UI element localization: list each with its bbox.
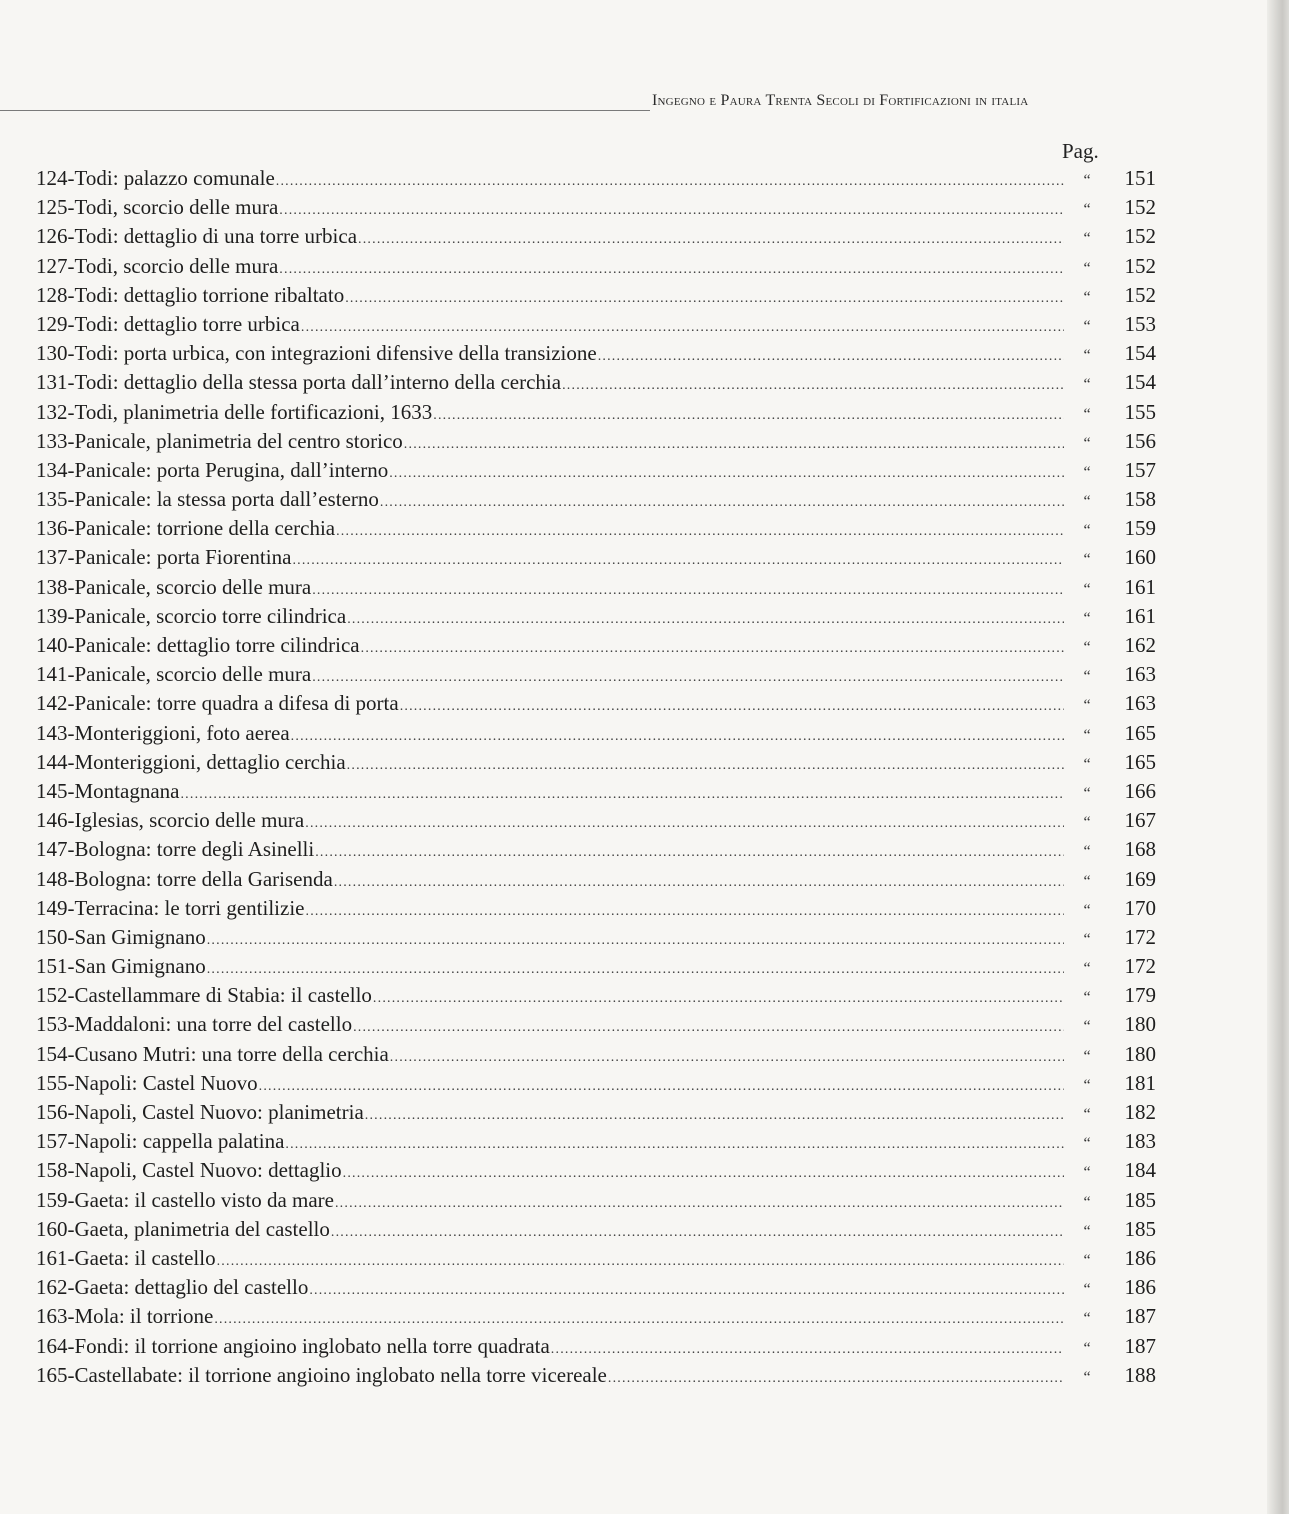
dot-leader bbox=[309, 1276, 1064, 1305]
toc-entry bbox=[36, 427, 1156, 456]
ditto-mark: “ bbox=[1083, 230, 1091, 248]
toc-entry bbox=[36, 485, 1156, 514]
toc-entry bbox=[36, 1069, 1156, 1098]
toc-entry-title: 162-Gaeta: dettaglio del castello bbox=[36, 1275, 309, 1300]
toc-entry bbox=[36, 865, 1156, 894]
toc-entry bbox=[36, 1186, 1156, 1215]
toc-entry-title: 137-Panicale: porta Fiorentina bbox=[36, 545, 292, 570]
toc-entry-title: 147-Bologna: torre degli Asinelli bbox=[36, 837, 315, 862]
toc-entry bbox=[36, 660, 1156, 689]
toc-entry bbox=[36, 310, 1156, 339]
dot-leader bbox=[361, 634, 1064, 663]
ditto-mark: “ bbox=[1083, 347, 1091, 365]
toc-entry-page: 152 bbox=[1124, 224, 1156, 249]
dot-leader bbox=[380, 488, 1064, 517]
toc-entry-page: 154 bbox=[1124, 341, 1156, 366]
toc-entry-page: 187 bbox=[1124, 1304, 1156, 1329]
dot-leader bbox=[598, 342, 1064, 371]
toc-entry bbox=[36, 514, 1156, 543]
toc-entry-page: 172 bbox=[1124, 954, 1156, 979]
toc-entry bbox=[36, 222, 1156, 251]
toc-entry-page: 166 bbox=[1124, 778, 1156, 803]
ditto-mark: “ bbox=[1083, 172, 1091, 189]
toc-entry-page: 186 bbox=[1124, 1275, 1156, 1300]
toc-entry-title: 127-Todi, scorcio delle mura bbox=[36, 253, 279, 278]
toc-entry bbox=[36, 1244, 1156, 1273]
toc-entry bbox=[36, 573, 1156, 602]
dot-leader bbox=[404, 430, 1064, 459]
ditto-mark: “ bbox=[1083, 784, 1091, 802]
toc-entry-page: 182 bbox=[1124, 1100, 1156, 1124]
toc-entry bbox=[36, 806, 1156, 835]
dot-leader bbox=[312, 663, 1064, 692]
dot-leader bbox=[343, 1159, 1064, 1188]
toc-entry bbox=[36, 339, 1156, 368]
dot-leader bbox=[214, 1305, 1064, 1334]
ditto-mark: “ bbox=[1083, 1310, 1091, 1328]
toc-entry-page: 163 bbox=[1124, 691, 1156, 716]
toc-entry bbox=[36, 398, 1156, 427]
toc-entry-title: 133-Panicale, planimetria del centro storico bbox=[36, 428, 403, 453]
toc-entry-page: 180 bbox=[1124, 1012, 1156, 1037]
toc-entry bbox=[36, 835, 1156, 864]
toc-entry-page: 187 bbox=[1124, 1333, 1156, 1358]
ditto-mark: “ bbox=[1083, 288, 1091, 306]
toc-entry bbox=[36, 1332, 1156, 1361]
toc-entry bbox=[36, 894, 1156, 923]
toc-entry bbox=[36, 1302, 1156, 1331]
toc-entry bbox=[36, 1098, 1156, 1127]
dot-leader bbox=[306, 897, 1065, 926]
dot-leader bbox=[389, 459, 1064, 488]
toc-entry-page: 152 bbox=[1124, 282, 1156, 307]
toc-entry bbox=[36, 748, 1156, 777]
ditto-mark: “ bbox=[1083, 814, 1091, 832]
toc-entry bbox=[36, 193, 1156, 222]
dot-leader bbox=[292, 546, 1064, 575]
ditto-mark: “ bbox=[1083, 1281, 1091, 1299]
toc-entry-title: 155-Napoli: Castel Nuovo bbox=[36, 1070, 258, 1095]
dot-leader bbox=[390, 1043, 1064, 1072]
running-head: Ingegno e Paura Trenta Secoli di Fortificazioni in italia bbox=[652, 92, 1029, 109]
toc-entry-title: 140-Panicale: dettaglio torre cilindrica bbox=[36, 633, 360, 657]
toc-entry bbox=[36, 689, 1156, 718]
dot-leader bbox=[358, 225, 1064, 254]
ditto-mark: “ bbox=[1083, 901, 1091, 919]
ditto-mark: “ bbox=[1083, 755, 1091, 773]
toc-entry-page: 162 bbox=[1124, 633, 1156, 657]
toc-entry-title: 146-Iglesias, scorcio delle mura bbox=[36, 808, 305, 833]
toc-entry bbox=[36, 923, 1156, 952]
toc-entry-title: 134-Panicale: porta Perugina, dall’interno bbox=[36, 457, 389, 482]
dot-leader bbox=[291, 722, 1064, 751]
dot-leader bbox=[315, 838, 1064, 867]
toc-entry-title: 151-San Gimignano bbox=[36, 954, 206, 979]
toc-entry-title: 142-Panicale: torre quadra a difesa di porta bbox=[36, 691, 399, 716]
ditto-mark: “ bbox=[1083, 609, 1091, 627]
toc-entry-title: 153-Maddaloni: una torre del castello bbox=[36, 1012, 353, 1037]
dot-leader bbox=[207, 955, 1064, 984]
ditto-mark: “ bbox=[1083, 405, 1091, 423]
dot-leader bbox=[551, 1335, 1064, 1364]
ditto-mark: “ bbox=[1083, 726, 1091, 744]
dot-leader bbox=[433, 401, 1064, 430]
toc-entry-page: 181 bbox=[1124, 1070, 1156, 1095]
toc-entry-page: 157 bbox=[1124, 457, 1156, 482]
toc-entry-page: 155 bbox=[1124, 399, 1156, 424]
toc-entry-page: 185 bbox=[1124, 1216, 1156, 1241]
toc-entry-page: 151 bbox=[1124, 166, 1156, 190]
dot-leader bbox=[305, 809, 1064, 838]
table-of-figures bbox=[36, 164, 1156, 1390]
toc-entry bbox=[36, 602, 1156, 631]
toc-entry-page: 168 bbox=[1124, 837, 1156, 862]
toc-entry-title: 132-Todi, planimetria delle fortificazioni, 1633 bbox=[36, 399, 433, 424]
toc-entry-title: 148-Bologna: torre della Garisenda bbox=[36, 866, 333, 891]
ditto-mark: “ bbox=[1083, 259, 1091, 277]
ditto-mark: “ bbox=[1083, 843, 1091, 861]
toc-entry bbox=[36, 543, 1156, 572]
toc-entry-page: 153 bbox=[1124, 311, 1156, 336]
toc-entry-title: 131-Todi: dettaglio della stessa porta dall’interno della cerchia bbox=[36, 370, 562, 395]
toc-entry-page: 169 bbox=[1124, 866, 1156, 891]
toc-entry-title: 130-Todi: porta urbica, con integrazioni difensive della transizione bbox=[36, 341, 597, 366]
toc-entry bbox=[36, 1156, 1156, 1185]
toc-entry-title: 152-Castellammare di Stabia: il castello bbox=[36, 983, 372, 1008]
dot-leader bbox=[608, 1364, 1064, 1393]
toc-entry-title: 138-Panicale, scorcio delle mura bbox=[36, 574, 312, 599]
toc-entry-title: 161-Gaeta: il castello bbox=[36, 1245, 216, 1270]
toc-entry bbox=[36, 719, 1156, 748]
dot-leader bbox=[347, 605, 1064, 634]
dot-leader bbox=[301, 313, 1064, 342]
toc-entry bbox=[36, 1127, 1156, 1156]
ditto-mark: “ bbox=[1083, 960, 1091, 978]
toc-entry-title: 136-Panicale: torrione della cerchia bbox=[36, 516, 336, 541]
toc-entry-page: 152 bbox=[1124, 253, 1156, 278]
toc-entry bbox=[36, 252, 1156, 281]
toc-entry bbox=[36, 368, 1156, 397]
dot-leader bbox=[365, 1101, 1064, 1130]
toc-entry-page: 172 bbox=[1124, 924, 1156, 949]
toc-entry-page: 161 bbox=[1124, 574, 1156, 599]
ditto-mark: “ bbox=[1083, 1047, 1091, 1065]
toc-entry bbox=[36, 164, 1156, 193]
toc-entry-title: 156-Napoli, Castel Nuovo: planimetria bbox=[36, 1100, 364, 1124]
toc-entry-page: 180 bbox=[1124, 1041, 1156, 1066]
toc-entry-page: 160 bbox=[1124, 545, 1156, 570]
dot-leader bbox=[312, 576, 1064, 605]
toc-entry-title: 145-Montagnana bbox=[36, 778, 180, 803]
toc-entry-title: 141-Panicale, scorcio delle mura bbox=[36, 662, 312, 687]
dot-leader bbox=[335, 1189, 1064, 1218]
toc-entry bbox=[36, 777, 1156, 806]
toc-entry-page: 158 bbox=[1124, 487, 1156, 512]
ditto-mark: “ bbox=[1083, 1368, 1091, 1386]
dot-leader bbox=[331, 1218, 1064, 1247]
toc-entry-page: 185 bbox=[1124, 1187, 1156, 1212]
ditto-mark: “ bbox=[1083, 1076, 1091, 1094]
toc-entry-page: 161 bbox=[1124, 603, 1156, 628]
ditto-mark: “ bbox=[1083, 1193, 1091, 1211]
toc-entry bbox=[36, 631, 1156, 660]
toc-entry-page: 156 bbox=[1124, 428, 1156, 453]
dot-leader bbox=[207, 926, 1064, 955]
dot-leader bbox=[336, 517, 1064, 546]
ditto-mark: “ bbox=[1083, 463, 1091, 481]
toc-entry bbox=[36, 281, 1156, 310]
ditto-mark: “ bbox=[1083, 872, 1091, 890]
ditto-mark: “ bbox=[1083, 317, 1091, 335]
dot-leader bbox=[562, 371, 1064, 400]
page-edge-shadow bbox=[1267, 0, 1289, 1514]
toc-entry-title: 154-Cusano Mutri: una torre della cerchia bbox=[36, 1041, 389, 1066]
ditto-mark: “ bbox=[1083, 434, 1091, 452]
ditto-mark: “ bbox=[1083, 668, 1091, 686]
dot-leader bbox=[353, 1013, 1064, 1042]
toc-entry-page: 183 bbox=[1124, 1129, 1156, 1154]
toc-entry-page: 152 bbox=[1124, 195, 1156, 220]
toc-entry-title: 129-Todi: dettaglio torre urbica bbox=[36, 311, 300, 336]
toc-entry-page: 154 bbox=[1124, 370, 1156, 395]
toc-entry bbox=[36, 981, 1156, 1010]
toc-entry-title: 139-Panicale, scorcio torre cilindrica bbox=[36, 603, 347, 628]
toc-entry bbox=[36, 1215, 1156, 1244]
ditto-mark: “ bbox=[1083, 639, 1091, 656]
dot-leader bbox=[345, 284, 1064, 313]
dot-leader bbox=[276, 167, 1064, 196]
page-column-label: Pag. bbox=[1062, 139, 1099, 163]
toc-entry-page: 179 bbox=[1124, 983, 1156, 1008]
ditto-mark: “ bbox=[1083, 1222, 1091, 1240]
toc-entry-page: 170 bbox=[1124, 895, 1156, 920]
toc-entry-page: 159 bbox=[1124, 516, 1156, 541]
toc-entry-title: 150-San Gimignano bbox=[36, 924, 206, 949]
toc-entry-title: 144-Monteriggioni, dettaglio cerchia bbox=[36, 749, 346, 774]
dot-leader bbox=[285, 1130, 1064, 1159]
ditto-mark: “ bbox=[1083, 930, 1091, 948]
toc-entry-page: 163 bbox=[1124, 662, 1156, 687]
toc-entry bbox=[36, 456, 1156, 485]
dot-leader bbox=[180, 780, 1064, 809]
ditto-mark: “ bbox=[1083, 1135, 1091, 1153]
toc-entry bbox=[36, 1040, 1156, 1069]
toc-entry-title: 165-Castellabate: il torrione angioino inglobato nella torre vicereale bbox=[36, 1362, 607, 1387]
ditto-mark: “ bbox=[1083, 551, 1091, 569]
dot-leader bbox=[347, 751, 1064, 780]
ditto-mark: “ bbox=[1083, 697, 1091, 715]
toc-entry-title: 126-Todi: dettaglio di una torre urbica bbox=[36, 224, 358, 249]
ditto-mark: “ bbox=[1083, 1018, 1091, 1036]
ditto-mark: “ bbox=[1083, 1164, 1091, 1182]
toc-entry bbox=[36, 1273, 1156, 1302]
ditto-mark: “ bbox=[1083, 522, 1091, 540]
ditto-mark: “ bbox=[1083, 376, 1091, 394]
toc-entry-page: 184 bbox=[1124, 1158, 1156, 1183]
toc-entry-title: 159-Gaeta: il castello visto da mare bbox=[36, 1187, 334, 1212]
ditto-mark: “ bbox=[1083, 580, 1091, 598]
toc-entry-title: 163-Mola: il torrione bbox=[36, 1304, 214, 1329]
toc-entry bbox=[36, 1010, 1156, 1039]
toc-entry-title: 143-Monteriggioni, foto aerea bbox=[36, 720, 290, 745]
toc-entry-page: 188 bbox=[1124, 1362, 1156, 1387]
toc-entry-title: 160-Gaeta, planimetria del castello bbox=[36, 1216, 330, 1241]
toc-entry-title: 158-Napoli, Castel Nuovo: dettaglio bbox=[36, 1158, 342, 1183]
ditto-mark: “ bbox=[1083, 989, 1091, 1007]
toc-entry-title: 149-Terracina: le torri gentilizie bbox=[36, 895, 305, 920]
dot-leader bbox=[279, 255, 1064, 284]
dot-leader bbox=[400, 692, 1064, 721]
dot-leader bbox=[373, 984, 1064, 1013]
toc-entry-page: 165 bbox=[1124, 749, 1156, 774]
toc-entry bbox=[36, 952, 1156, 981]
ditto-mark: “ bbox=[1083, 1339, 1091, 1357]
toc-entry-page: 167 bbox=[1124, 808, 1156, 833]
ditto-mark: “ bbox=[1083, 1251, 1091, 1269]
dot-leader bbox=[334, 868, 1064, 897]
toc-entry-title: 125-Todi, scorcio delle mura bbox=[36, 195, 279, 220]
toc-entry-title: 164-Fondi: il torrione angioino inglobato nella torre quadrata bbox=[36, 1333, 550, 1358]
dot-leader bbox=[259, 1072, 1064, 1101]
toc-entry bbox=[36, 1361, 1156, 1390]
toc-entry-title: 124-Todi: palazzo comunale bbox=[36, 166, 275, 190]
dot-leader bbox=[217, 1247, 1064, 1276]
ditto-mark: “ bbox=[1083, 1106, 1091, 1123]
ditto-mark: “ bbox=[1083, 493, 1091, 511]
ditto-mark: “ bbox=[1083, 201, 1091, 219]
toc-entry-title: 135-Panicale: la stessa porta dall’esterno bbox=[36, 487, 379, 512]
toc-entry-page: 186 bbox=[1124, 1245, 1156, 1270]
dot-leader bbox=[279, 196, 1064, 225]
toc-entry-page: 165 bbox=[1124, 720, 1156, 745]
header-rule bbox=[0, 110, 650, 111]
toc-entry-title: 157-Napoli: cappella palatina bbox=[36, 1129, 285, 1154]
toc-entry-title: 128-Todi: dettaglio torrione ribaltato bbox=[36, 282, 345, 307]
